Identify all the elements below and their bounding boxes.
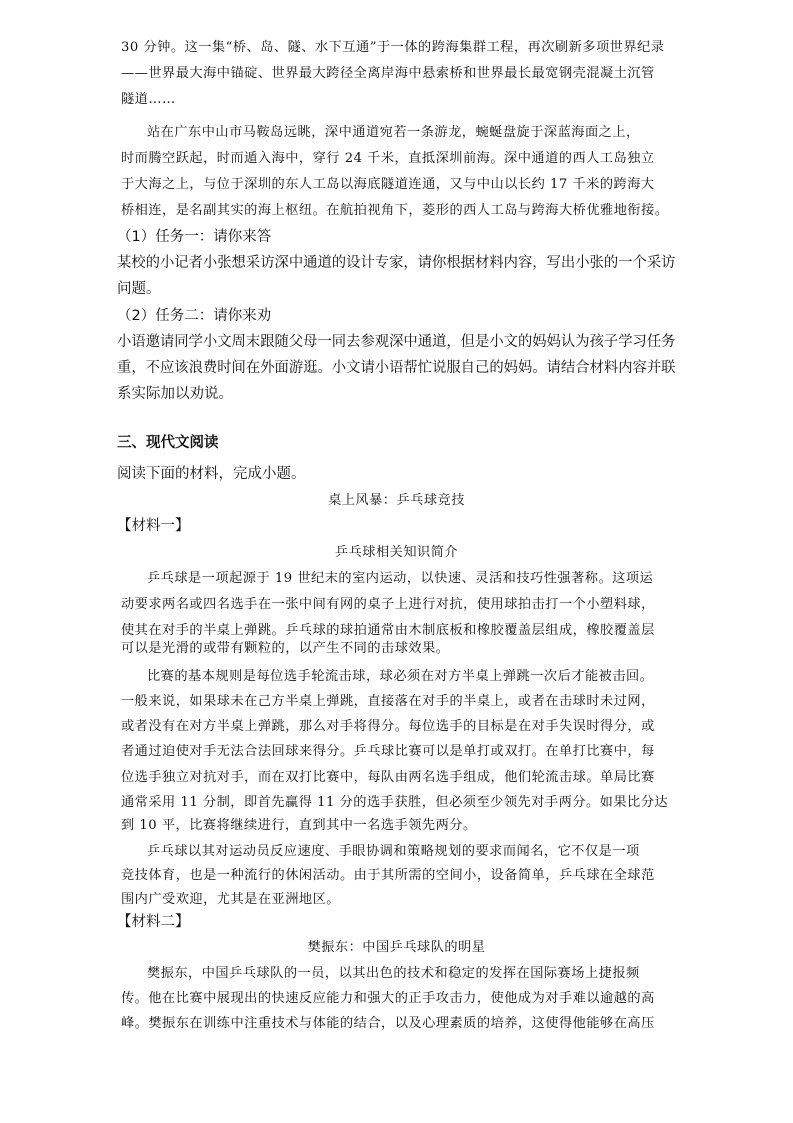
task-one-text: 问题。	[117, 281, 161, 297]
material-one-line: 比赛的基本规则是每位选手轮流击球，球必须在对方半桌上弹跳一次后才能被击回。	[147, 669, 654, 684]
passage-line: 30 分钟。这一集“桥、岛、隧、水下互通”于一体的跨海集群工程，再次刷新多项世界纪录	[121, 40, 665, 55]
material-one-line: 乒乓球是一项起源于 19 世纪末的室内运动，以快速、灵活和技巧性强著称。这项运	[147, 571, 654, 586]
reading-title: 桌上风暴：乒乓球竞技	[328, 493, 465, 508]
passage-line: 桥相连，是名副其实的海上枢纽。在航拍视角下，菱形的西人工岛与跨海大桥优雅地衔接。	[121, 203, 669, 218]
material-one-line: 竞技体育，也是一种流行的休闲活动。由于其所需的空间小，设备简单，乒乓球在全球范	[121, 868, 655, 883]
section-instruction: 阅读下面的材料，完成小题。	[117, 466, 306, 482]
passage-line: 时而腾空跃起，时而遁入海中，穿行 24 千米，直抵深圳前海。深中通道的西人工岛独立	[121, 151, 655, 166]
material-two-line: 峰。樊振东在训练中注重技术与体能的结合，以及心理素质的培养，这使得他能够在高压	[121, 1016, 655, 1031]
passage-line: 于大海之上，与位于深圳的东人工岛以海底隧道连通，又与中山以长约 17 千米的跨海大	[121, 177, 655, 192]
material-one-line: 乒乓球以其对运动员反应速度、手眼协调和策略规划的要求而闻名，它不仅是一项	[147, 844, 640, 859]
task-one-heading: （1）任务一：请你来答	[117, 229, 272, 245]
material-two-line: 传。他在比赛中展现出的快速反应能力和强大的正手攻击力，使他成为对手难以逾越的高	[121, 991, 655, 1006]
material-one-line: 到 10 平，比赛将继续进行，直到其中一名选手领先两分。	[121, 818, 477, 833]
material-one-line: 位选手独立对抗对手，而在双打比赛中，每队由两名选手组成，他们轮流击球。单局比赛	[121, 770, 655, 785]
material-one-line: 动要求两名或四名选手在一张中间有网的桌子上进行对抗，使用球拍击打一个小塑料球，	[121, 597, 655, 612]
task-two-text: 小语邀请同学小文周末跟随父母一同去参观深中通道，但是小文的妈妈认为孩子学习任务	[117, 334, 676, 350]
task-one-text: 某校的小记者小张想采访深中通道的设计专家，请你根据材料内容，写出小张的一个采访	[117, 255, 676, 271]
passage-line: 站在广东中山市马鞍岛远眺，深中通道宛若一条游龙，蜿蜒盘旋于深蓝海面之上，	[147, 125, 640, 140]
task-two-heading: （2）任务二：请你来劝	[117, 308, 272, 324]
passage-line: ——世界最大海中锚碇、世界最大跨径全离岸海中悬索桥和世界最长最宽钢壳混凝土沉管	[121, 66, 655, 81]
material-two-line: 樊振东，中国乒乓球队的一员，以其出色的技术和稳定的发挥在国际赛场上捷报频	[147, 966, 640, 981]
material-two-label: 【材料二】	[117, 914, 190, 930]
material-one-line: 使其在对手的半桌上弹跳。乒乓球的球拍通常由木制底板和橡胶覆盖层组成，橡胶覆盖层	[121, 623, 655, 638]
material-one-line: 围内广受欢迎，尤其是在亚洲地区。	[121, 892, 340, 907]
task-two-text: 重，不应该浪费时间在外面游逛。小文请小语帮忙说服自己的妈妈。请结合材料内容并联	[117, 360, 676, 376]
material-one-subtitle: 乒乓球相关知识简介	[334, 545, 459, 560]
material-one-line: 一般来说，如果球未在己方半桌上弹跳，直接落在对手的半桌上，或者在击球时未过网，	[121, 694, 655, 709]
material-one-line: 可以是光滑的或带有颗粒的，以产生不同的击球效果。	[121, 641, 450, 656]
section-heading: 三、现代文阅读	[117, 435, 219, 451]
material-one-line: 者通过迫使对手无法合法回球来得分。乒乓球比赛可以是单打或双打。在单打比赛中，每	[121, 744, 655, 759]
task-two-text: 系实际加以劝说。	[117, 386, 233, 402]
material-one-line: 或者没有在对方半桌上弹跳，那么对手将得分。每位选手的目标是在对手失误时得分，或	[121, 719, 655, 734]
material-one-line: 通常采用 11 分制，即首先赢得 11 分的选手获胜，但必须至少领先对手两分。如果比分达	[121, 795, 669, 810]
passage-line: 隧道……	[121, 92, 176, 107]
material-two-subtitle: 樊振东：中国乒乓球队的明星	[307, 940, 486, 955]
material-one-label: 【材料一】	[117, 518, 190, 534]
